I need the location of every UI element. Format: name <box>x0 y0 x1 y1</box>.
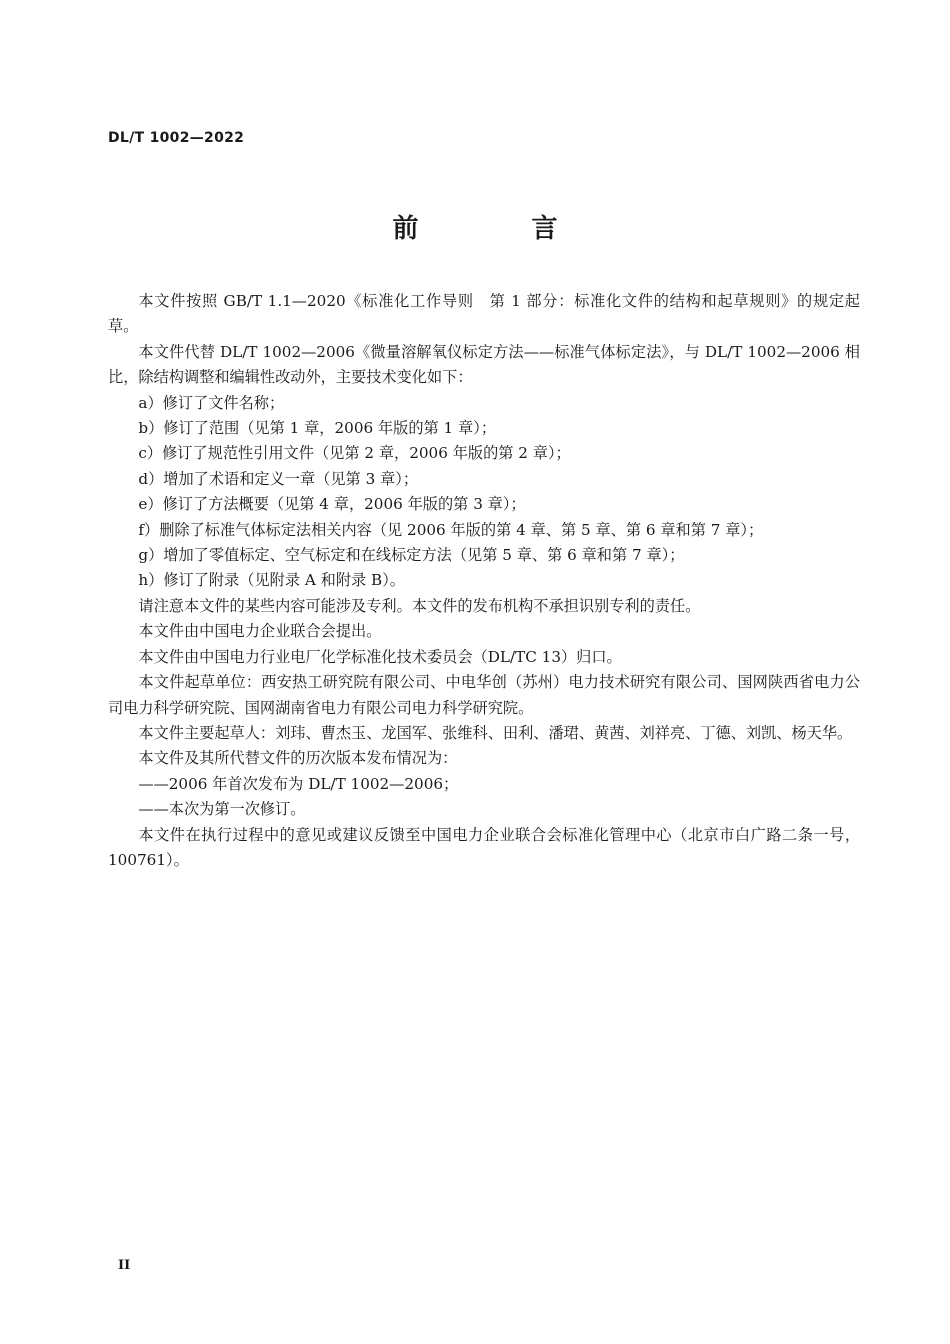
foreword-body <box>108 289 860 873</box>
list-item: b）修订了范围（见第 1 章，2006 年版的第 1 章）； <box>138 419 497 438</box>
feedback-paragraph: 本文件在执行过程中的意见或建议反馈至中国电力企业联合会标准化管理中心（北京市白广路二条一号，100761）。 <box>108 825 860 869</box>
document-code: DL/T 1002—2022 <box>108 130 245 146</box>
drafting-rule-paragraph: 本文件按照 GB/T 1.1—2020《标准化工作导则 第 1 部分：标准化文件的结构和起草规则》的规定起草。 <box>108 292 860 336</box>
patent-notice: 请注意本文件的某些内容可能涉及专利。本文件的发布机构不承担识别专利的责任。 <box>138 596 701 615</box>
list-item: a）修订了文件名称； <box>138 393 285 412</box>
list-item: c）修订了规范性引用文件（见第 2 章，2006 年版的第 2 章）； <box>138 444 571 463</box>
history-item: ——2006 年首次发布为 DL/T 1002—2006； <box>138 774 459 793</box>
history-intro: 本文件及其所代替文件的历次版本发布情况为： <box>138 749 458 768</box>
list-item: d）增加了术语和定义一章（见第 3 章）； <box>138 469 419 488</box>
list-item: g）增加了零值标定、空气标定和在线标定方法（见第 5 章、第 6 章和第 7 章）； <box>138 546 685 565</box>
list-item: f）删除了标准气体标定法相关内容（见 2006 年版的第 4 章、第 5 章、第 6 章和第 7 章）； <box>138 520 764 539</box>
history-item: ——本次为第一次修订。 <box>138 800 306 819</box>
list-item: h）修订了附录（见附录 A 和附录 B）。 <box>138 571 405 590</box>
drafting-units-paragraph: 本文件起草单位：西安热工研究院有限公司、中电华创（苏州）电力技术研究有限公司、国网陕西省电力公司电力科学研究院、国网湖南省电力有限公司电力科学研究院。 <box>108 673 860 717</box>
proposer-paragraph: 本文件由中国电力企业联合会提出。 <box>138 622 382 641</box>
page-title: 前 言 <box>392 214 610 244</box>
list-item: e）修订了方法概要（见第 4 章，2006 年版的第 3 章）； <box>138 495 526 514</box>
replacement-paragraph: 本文件代替 DL/T 1002—2006《微量溶解氧仪标定方法——标准气体标定法》，与 DL/T 1002—2006 相比，除结构调整和编辑性改动外，主要技术变化如下： <box>108 342 860 387</box>
committee-paragraph: 本文件由中国电力行业电厂化学标准化技术委员会（DL/TC 13）归口。 <box>138 647 622 666</box>
drafters-paragraph: 本文件主要起草人：刘玮、曹杰玉、龙国军、张维科、田利、潘珺、黄茜、刘祥亮、丁德、刘凯、杨天华。 <box>138 723 853 742</box>
page-number: II <box>118 1258 131 1273</box>
